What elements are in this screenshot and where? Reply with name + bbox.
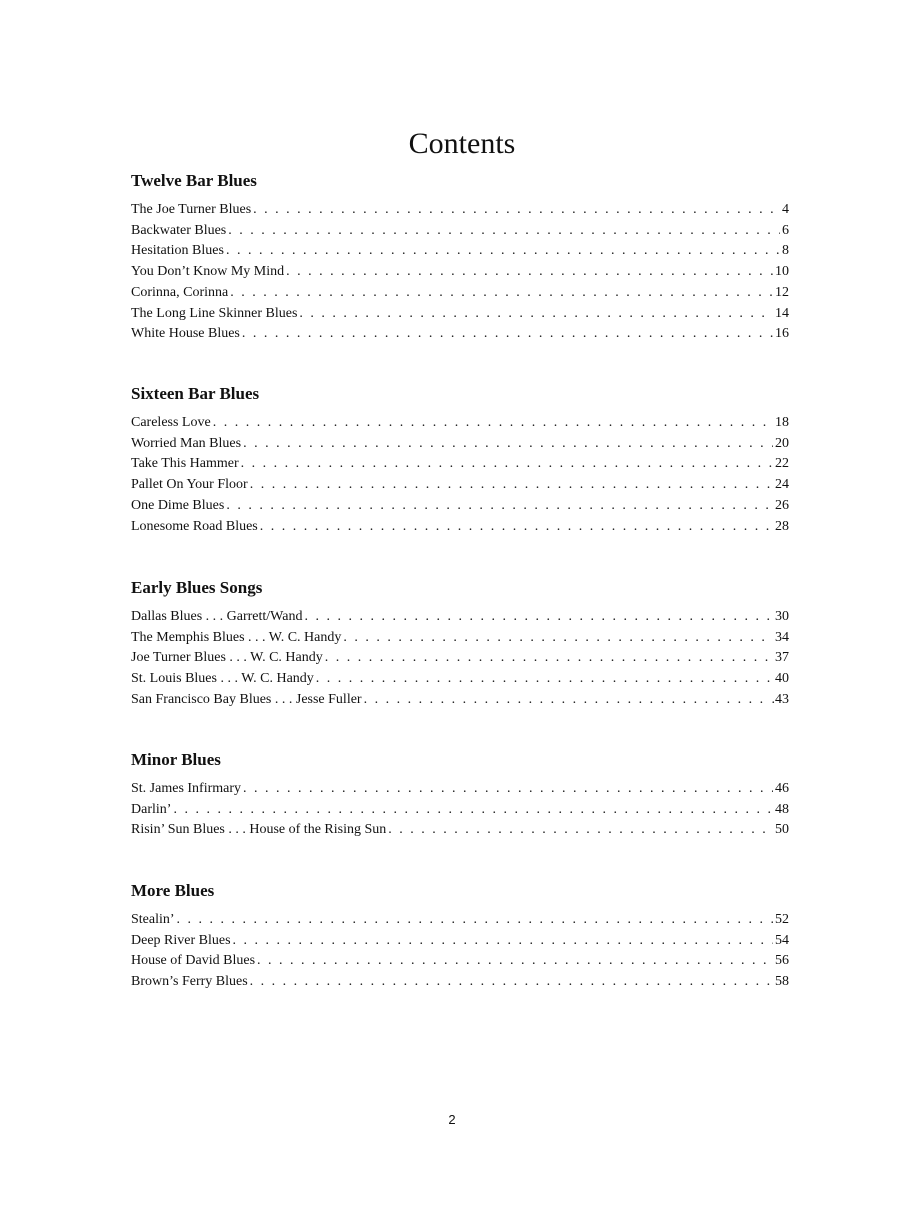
entry-title: San Francisco Bay Blues . . . Jesse Fuller (131, 691, 362, 707)
entry-title: St. Louis Blues . . . W. C. Handy (131, 671, 314, 687)
toc-entry (131, 628, 789, 649)
dot-leader (305, 607, 774, 628)
toc-entry (131, 910, 789, 931)
entry-title: One Dime Blues (131, 497, 225, 513)
dot-leader (173, 800, 773, 821)
toc-entry (131, 475, 789, 496)
toc-entry (131, 241, 789, 262)
toc-entry (131, 820, 789, 841)
toc-entry (131, 413, 789, 434)
entry-page: 14 (775, 305, 789, 321)
section-sixteen-bar-blues (131, 383, 789, 537)
toc-entry (131, 221, 789, 242)
section-minor-blues (131, 749, 789, 841)
entry-title: Careless Love (131, 415, 211, 430)
dot-leader (388, 820, 773, 841)
entry-page: 58 (775, 974, 789, 990)
entry-page: 52 (775, 912, 789, 927)
toc-entry (131, 517, 789, 538)
toc-entry (131, 454, 789, 475)
entry-title: Brown’s Ferry Blues (131, 974, 248, 990)
dot-leader (316, 669, 773, 690)
entry-title: The Memphis Blues . . . W. C. Handy (131, 629, 342, 645)
dot-leader (364, 690, 770, 711)
entry-title: Joe Turner Blues . . . W. C. Handy (131, 650, 323, 666)
dot-leader (343, 628, 773, 649)
entry-page: .43 (771, 691, 789, 707)
dot-leader (253, 200, 780, 221)
section-more-blues (131, 880, 789, 993)
toc-entry (131, 951, 789, 972)
dot-leader (243, 434, 773, 455)
dot-leader (177, 910, 773, 931)
dot-leader (325, 648, 773, 669)
toc-entry (131, 283, 789, 304)
entry-page: 28 (775, 518, 789, 534)
dot-leader (226, 241, 780, 262)
entry-page: 30 (775, 609, 789, 624)
entry-page: 24 (775, 477, 789, 493)
section-heading: Sixteen Bar Blues (131, 384, 260, 403)
toc-entry (131, 607, 789, 628)
entry-page: 10 (775, 264, 789, 280)
entry-title: House of David Blues (131, 953, 256, 969)
entry-title: Lonesome Road Blues (131, 518, 258, 534)
entry-title: Backwater Blues (131, 222, 227, 238)
entry-page: 34 (775, 629, 789, 645)
entry-page: 26 (775, 497, 789, 513)
toc-entry (131, 669, 789, 690)
dot-leader (213, 413, 773, 434)
section-twelve-bar-blues (131, 170, 789, 345)
entry-page: 40 (775, 671, 789, 687)
entry-title: St. James Infirmary (131, 781, 242, 796)
dot-leader (230, 283, 773, 304)
entry-page: 56 (775, 953, 789, 969)
page-number: 2 (448, 1112, 456, 1127)
dot-leader (241, 454, 773, 475)
entry-title: Hesitation Blues (131, 243, 224, 259)
toc-entry (131, 324, 789, 345)
entry-page: 22 (775, 456, 789, 472)
toc-entry (131, 434, 789, 455)
entry-page: 37 (775, 650, 789, 666)
dot-leader (250, 475, 773, 496)
toc-entry (131, 262, 789, 283)
dot-leader (242, 324, 773, 345)
toc-entry (131, 800, 789, 821)
entry-page: 54 (775, 932, 789, 948)
entry-title: Darlin’ (131, 801, 172, 817)
entry-page: 50 (775, 822, 789, 838)
section-heading: Twelve Bar Blues (131, 171, 257, 190)
entry-page: 16 (775, 326, 789, 342)
dot-leader (228, 221, 780, 242)
toc-entry (131, 200, 789, 221)
entry-title: The Long Line Skinner Blues (131, 305, 298, 321)
dot-leader (286, 262, 773, 283)
entry-page: 20 (775, 435, 789, 451)
dot-leader (250, 972, 773, 993)
dot-leader (243, 779, 773, 800)
section-heading: Early Blues Songs (131, 578, 263, 597)
dot-leader (260, 517, 773, 538)
entry-title: White House Blues (131, 326, 240, 342)
entry-title: Stealin’ (131, 912, 175, 927)
entry-title: Worried Man Blues (131, 435, 242, 451)
entry-page: 48 (775, 801, 789, 817)
page-title: Contents (408, 127, 516, 161)
entry-page: 18 (775, 415, 789, 430)
toc-entry (131, 972, 789, 993)
toc-entry (131, 496, 789, 517)
entry-title: Pallet On Your Floor (131, 477, 248, 493)
entry-title: Corinna, Corinna (131, 284, 229, 300)
dot-leader (226, 496, 773, 517)
entry-title: Deep River Blues (131, 932, 231, 948)
section-early-blues-songs (131, 577, 789, 711)
entry-page: 4 (782, 202, 789, 217)
toc-entry (131, 931, 789, 952)
section-heading: Minor Blues (131, 750, 221, 769)
toc-entry (131, 690, 789, 711)
entry-page: 8 (782, 243, 789, 259)
dot-leader (257, 951, 773, 972)
entry-title: The Joe Turner Blues (131, 202, 252, 217)
entry-title: Dallas Blues . . . Garrett/Wand (131, 609, 303, 624)
entry-title: Risin’ Sun Blues . . . House of the Rising Sun (131, 822, 387, 838)
toc-entry (131, 304, 789, 325)
toc-entry (131, 779, 789, 800)
toc-entry (131, 648, 789, 669)
entry-page: 12 (775, 284, 789, 300)
section-heading: More Blues (131, 881, 215, 900)
dot-leader (299, 304, 773, 325)
entry-title: Take This Hammer (131, 456, 239, 472)
entry-page: 6 (782, 222, 789, 238)
entry-page: 46 (775, 781, 789, 796)
dot-leader (233, 931, 773, 952)
entry-title: You Don’t Know My Mind (131, 264, 285, 280)
